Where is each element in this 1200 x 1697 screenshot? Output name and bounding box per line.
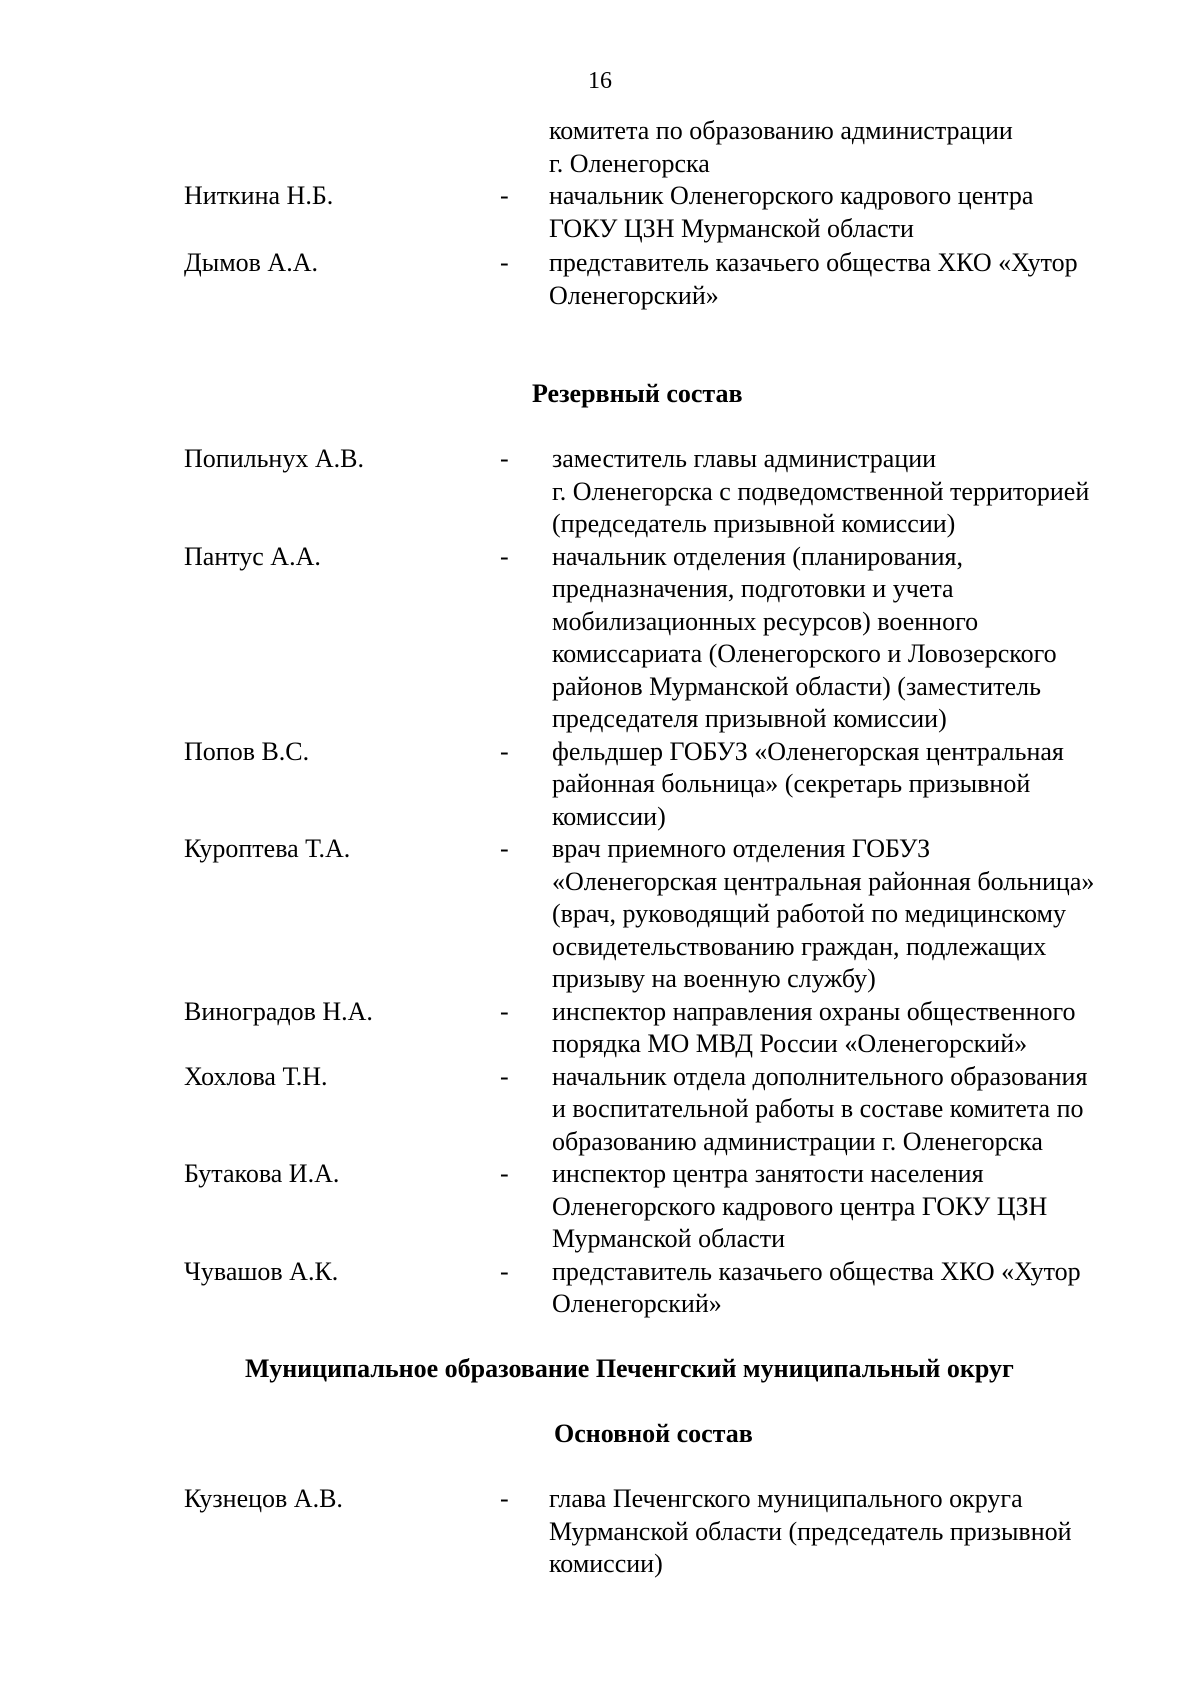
member-entry (0, 180, 1200, 245)
position-line: (врач, руководящий работой по медицинскому (552, 899, 1066, 928)
position-line: комиссии) (552, 801, 666, 831)
member-entry (0, 443, 1200, 541)
position-line: (председатель призывной комиссии) (552, 509, 956, 538)
position-line: районов Мурманской области) (заместитель (552, 671, 1041, 701)
member-entry (0, 996, 1200, 1061)
position-line: глава Печенгского муниципального округа (549, 1484, 1023, 1513)
dash-separator: - (500, 541, 509, 571)
member-entry (0, 541, 1200, 736)
position-line: г. Оленегорска (549, 148, 710, 178)
dash-separator: - (500, 181, 509, 210)
reserve-heading: Резервный состав (532, 379, 743, 408)
continuation-block (0, 115, 1200, 180)
position-line: Оленегорский» (549, 280, 719, 310)
member-name: Попов В.С. (184, 736, 310, 766)
position-line: врач приемного отделения ГОБУЗ (552, 834, 931, 863)
member-name: Дымов А.А. (184, 248, 318, 277)
dash-separator: - (500, 1159, 509, 1188)
position-line: представитель казачьего общества ХКО «Хутор (549, 248, 1078, 277)
position-line: председателя призывной комиссии) (552, 704, 947, 733)
member-entry (0, 736, 1200, 834)
dash-separator: - (500, 736, 509, 766)
member-name: Куроптева Т.А. (184, 834, 351, 863)
position-line: инспектор центра занятости населения (552, 1159, 984, 1188)
position-line: начальник отдела дополнительного образования (552, 1061, 1088, 1091)
position-line: комиссии) (549, 1549, 663, 1578)
main-list (0, 1483, 1200, 1581)
page-number: 16 (588, 68, 612, 94)
member-position (549, 247, 1159, 312)
member-name: Ниткина Н.Б. (184, 181, 334, 210)
municipality-heading: Муниципальное образование Печенгский муниципальный округ (245, 1354, 1014, 1383)
position-line: заместитель главы администрации (552, 444, 937, 473)
position-line: фельдшер ГОБУЗ «Оленегорская центральная (552, 736, 1064, 766)
main-tail-list (0, 180, 1200, 312)
member-name: Попильнух А.В. (184, 444, 364, 473)
dash-separator: - (500, 248, 509, 277)
member-position (552, 996, 1162, 1061)
dash-separator: - (500, 1256, 509, 1286)
position-line: комиссариата (Оленегорского и Ловозерского (552, 639, 1057, 668)
member-position (549, 115, 1159, 180)
position-line: г. Оленегорска с подведомственной территорией (552, 476, 1090, 506)
dash-separator: - (500, 1484, 509, 1513)
member-position (552, 1256, 1162, 1321)
member-position (552, 1061, 1162, 1159)
member-entry (0, 1483, 1200, 1581)
member-position (552, 736, 1162, 834)
continuation-entry (0, 115, 1200, 180)
member-position (549, 180, 1159, 245)
member-entry (0, 1061, 1200, 1159)
position-line: комитета по образованию администрации (549, 116, 1013, 145)
position-line: освидетельствованию граждан, подлежащих (552, 931, 1047, 961)
position-line: порядка МО МВД России «Оленегорский» (552, 1029, 1028, 1058)
dash-separator: - (500, 996, 509, 1026)
position-line: районная больница» (секретарь призывной (552, 769, 1031, 798)
position-line: Мурманской области (председатель призывной (549, 1516, 1072, 1546)
member-entry (0, 833, 1200, 996)
position-line: начальник Оленегорского кадрового центра (549, 181, 1034, 210)
member-name: Хохлова Т.Н. (184, 1061, 328, 1091)
position-line: ГОКУ ЦЗН Мурманской области (549, 213, 914, 243)
member-position (549, 1483, 1159, 1581)
member-name: Пантус А.А. (184, 541, 321, 571)
member-position (552, 541, 1162, 736)
position-line: и воспитательной работы в составе комитета по (552, 1094, 1084, 1123)
position-line: образованию администрации г. Оленегорска (552, 1126, 1043, 1156)
dash-separator: - (500, 444, 509, 473)
member-position (552, 833, 1162, 996)
position-line: Мурманской области (552, 1224, 785, 1253)
member-position (552, 443, 1162, 541)
position-line: мобилизационных ресурсов) военного (552, 606, 979, 636)
member-name: Кузнецов А.В. (184, 1484, 343, 1513)
main-composition-heading: Основной состав (554, 1419, 753, 1448)
position-line: Оленегорский» (552, 1289, 722, 1318)
position-line: «Оленегорская центральная районная больница» (552, 866, 1095, 896)
member-name: Чувашов А.К. (184, 1256, 339, 1286)
dash-separator: - (500, 834, 509, 863)
member-name: Виноградов Н.А. (184, 996, 373, 1026)
member-entry (0, 1256, 1200, 1321)
position-line: представитель казачьего общества ХКО «Хутор (552, 1256, 1081, 1286)
member-entry (0, 1158, 1200, 1256)
member-name: Бутакова И.А. (184, 1159, 340, 1188)
reserve-list (0, 443, 1200, 1321)
member-entry (0, 247, 1200, 312)
position-line: призыву на военную службу) (552, 964, 876, 993)
position-line: инспектор направления охраны общественного (552, 996, 1076, 1026)
dash-separator: - (500, 1061, 509, 1091)
position-line: предназначения, подготовки и учета (552, 574, 954, 603)
member-position (552, 1158, 1162, 1256)
position-line: начальник отделения (планирования, (552, 541, 963, 571)
position-line: Оленегорского кадрового центра ГОКУ ЦЗН (552, 1191, 1048, 1221)
